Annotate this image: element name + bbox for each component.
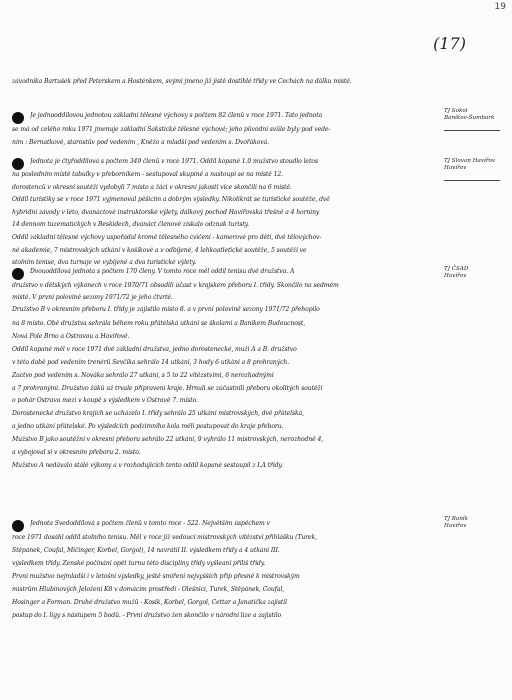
text-line: místě. V první polovině sezony 1971/72 je jeho čtvrté.: [12, 294, 173, 301]
text-line: Dorostenecké družstvo krajích se ucházelo I. třídy sehrálo 25 utkání mistrovských, dvě přátelská,: [12, 410, 305, 417]
section-bullet-3: [12, 268, 24, 280]
text-line: Dvouoddílová jednota s počtem 170 členy. V tomto roce měl oddíl tenisu dvě družstva. A: [30, 268, 295, 275]
text-line: na 8 místo. Obě družstva sehrála během roku přátelská utkání se školami a Baníkem Budoucnost,: [12, 320, 306, 327]
margin-note-4: TJ Baník Havířov: [444, 516, 468, 529]
text-line: výsledkem třídy. Ženské počínání opět turnu této disciplíny třídy vyšleaní příliš třídy.: [12, 560, 266, 567]
text-line: Jednota je čtyřoddílová s počtem 349 členů v roce 1971. Oddíl kopané 1.0 mužstvo stoudlo letos: [30, 158, 318, 165]
section-bullet-2: [12, 158, 24, 170]
section-bullet-4: [12, 520, 24, 532]
text-line: Hosinger a Forman. Druhé družstvo mužů - Kosik, Korbel, Gorgol, Cettar a Janatička zajistil: [12, 599, 287, 606]
text-line: Jednota Švedoddílová s počtem členů v tomto roce - 522. Největším úspěchem v: [30, 520, 270, 527]
text-line: roce 1971 dosáhl oddíl stolního tenisu. Měl v roce již vedoucí mistrovských vítězství přihlášku (Turek,: [12, 534, 317, 541]
text-line: a 7 prohranými. Družstvo žáků už trvale připraveni kraje. Hrnuli se zúčastnili přeboru okolitých soutěží: [12, 385, 323, 392]
text-line: závodníka Bartušek před Peterskem a Hosténkem, svými jmeno již jistě dostihlé třídy ve Čechách na dálku místě.: [12, 78, 352, 85]
text-line: se má od celého roku 1971 jmenuje základní Šakstické tělesné výchově; jeho původní svůle byly pod vede-: [12, 126, 331, 133]
text-line: Mužstvo A nedávalo stálé výkony a v rozhodujících tento oddíl kopané sestoupil z I.A třídy.: [12, 462, 283, 469]
text-line: Nová Pole Brno a Ostravou a Havířově.: [12, 333, 130, 340]
text-line: postup do I. ligy s nástupem 5 bodů. - První družstvo žen skončilo v národní lize a zajistilo: [12, 612, 282, 619]
text-line: Družstvo B v okresním přeboru I. třídy je zajistilo místo 8. a v první polovině sezony 1971/72 přehopilo: [12, 306, 320, 313]
text-line: První mužstvo nejmladší i v letošní výsledky, ještě smíření nejvyšších příp přesně k mistrovským: [12, 573, 300, 580]
text-line: Oddíl základní tělesné výchovy uspořádal kromě tělesného cvičení - kamerové pro děti, dvě tělovýchov-: [12, 234, 322, 241]
text-line: ním : Bernatkové, starostův pod vedením , Kněžo a mladší pod vedením s. Dvořáková.: [12, 139, 269, 146]
text-line: na posledním místě tabulky v přeborníkem - sestupoval skupině a nastoupí se na místě 12.: [12, 171, 283, 178]
text-line: mistrům Hlubinových Jeložení K8 v domácím prostředí - Olešnici, Turek, Štěpánek, Coufal,: [12, 586, 285, 593]
text-line: družstvo v dětských výkonech v roce 1970/71 obsadili účast v krajském přeboru I. třídy. Skončilo na sedmém: [12, 282, 339, 289]
margin-note-2: TJ Slovan Havířov Havířov: [444, 158, 495, 171]
section-bullet-1: [12, 112, 24, 124]
underline-1: [444, 130, 500, 131]
text-line: 14 dennom tuzematických v Beskidech, dvanáct členové získalo odznak turisty.: [12, 221, 250, 228]
text-line: Štěpánek, Coufal, Mičinger, Korbel, Gorgol), 14 navrátil II. výsledkem třídy a 4 utkání III.: [12, 547, 280, 554]
text-line: Oddíl kopané měl v roce 1971 dvě základní družstva, jedno dorostenecké, muži A a B. družstvo: [12, 346, 297, 353]
text-line: hybridní závody v léto, dvanáctové instruktorské výlety, dálkový pochod Havířovská třešně a 4 horniny: [12, 209, 320, 216]
text-line: Mužstvo B jako soutěžní v okresní přeboru sehrálo 22 utkání, 9 vyhrálo 11 mistrovských, nerozhodně 4,: [12, 436, 324, 443]
underline-2: [444, 180, 500, 181]
text-line: a jedno utkání přátelské. Po výsledcích podzimního kola měli postupovat do kraje přeboru.: [12, 423, 284, 430]
text-line: Je jednooddílovou jednotou základní tělesné výchovy s počtem 82 členů v roce 1971. Tato jednota: [30, 112, 323, 119]
text-line: Žactvo pod vedením s. Nováka sehrálo 27 utkání, s 5 to 22 vítězstvími, 6 nerozhodnými: [12, 372, 274, 379]
text-line: a vybojoval si v okresním přeboru 2. místo.: [12, 449, 141, 456]
margin-note-3: TJ ČSAD Havířov: [444, 266, 469, 279]
page-number: 19: [494, 2, 506, 12]
corner-annotation: (17): [433, 34, 466, 53]
text-line: v této době pod vedením trenérů Sevčíka sehrálo 14 utkání, 3 hody 6 utkání a 8 prohraných.: [12, 359, 290, 366]
text-line: Oddíl turistiky se v roce 1971 vyjmenoval pěšicím a dobrým výsledky. Nikolikrát se turistické soutěže, dvě: [12, 196, 330, 203]
text-line: dorostenců v okresní soutěži vydobyli 7 místo a žáci v okresní jakostí více skončili na 6 místě.: [12, 184, 292, 191]
margin-note-1: TJ Sokol Baníkov-Šumbark: [444, 108, 495, 121]
text-line: o pohár Ostrava mezi v koupě s výsledkem v Ostravě 7. místo.: [12, 397, 198, 404]
text-line: stolním tenise, dva turnaje ve vybíjené a dva turistické výlety.: [12, 259, 197, 266]
text-line: né akademie, 7 mistrovských utkání v košíkové a v odbíjené, 4 lehkoatletické soutěže, 5 soutěží ve: [12, 247, 307, 254]
